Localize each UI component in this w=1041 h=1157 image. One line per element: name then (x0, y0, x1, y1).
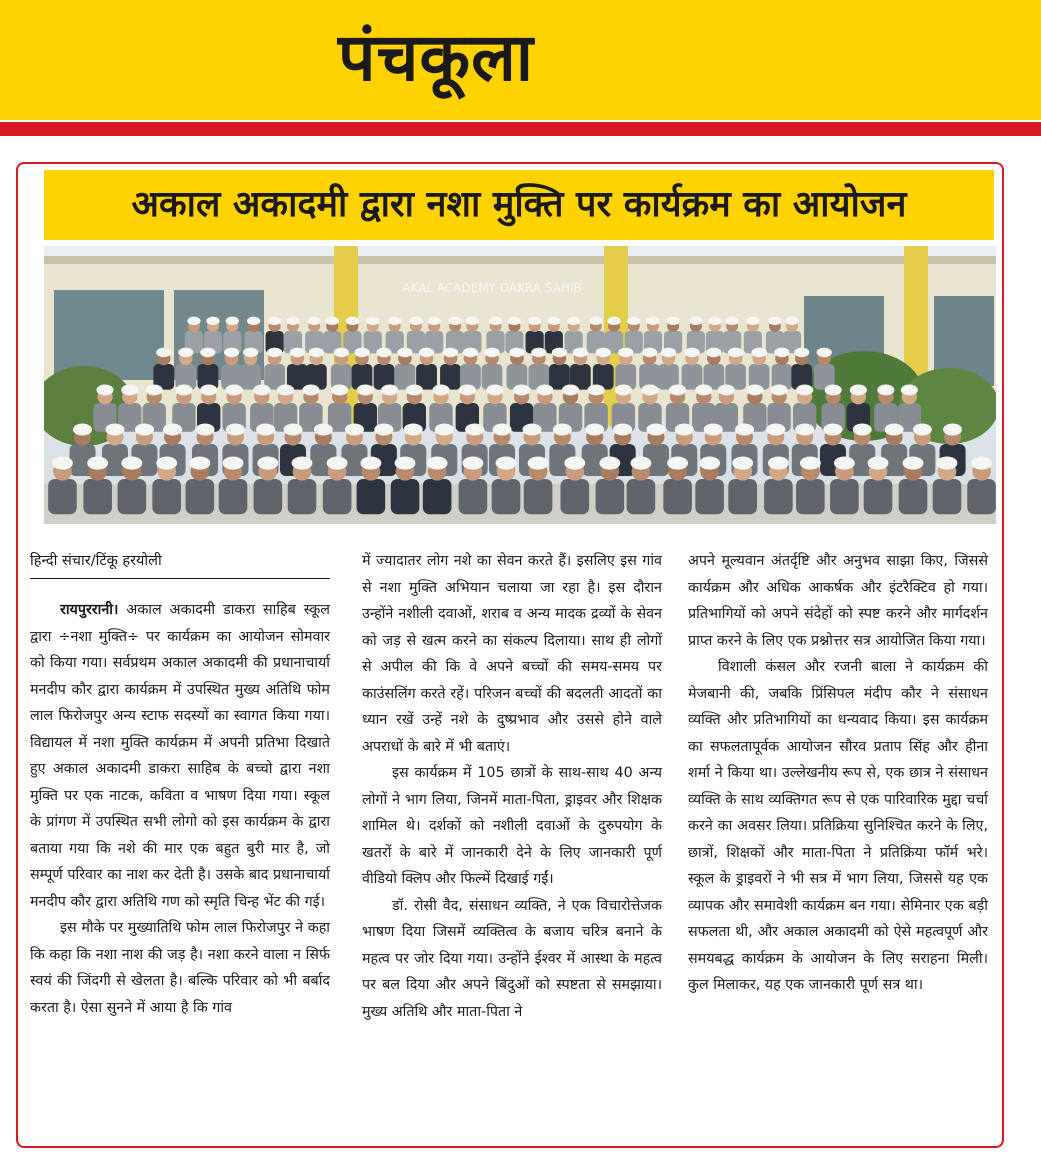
crowd-person-turban (346, 317, 359, 325)
crowd-person-body (899, 479, 928, 514)
crowd-person-turban (553, 424, 572, 436)
crowd-person-turban (937, 456, 958, 469)
paragraph-6: अपने मूल्यवान अंतर्दृष्टि और अनुभव साझा किए, जिससे कार्यक्रम और अधिक आकर्षक और इंटरैक्टिव हो गया। प्रतिभागियों को अपने संदेहों को स्पष्ट करने और मार्गदर्शन प्राप्त करने के लिए एक प्रश्नोत्तर सत्र आयोजित किया गया। (688, 553, 988, 649)
crowd-person-turban (562, 385, 579, 396)
crowd-person-turban (283, 424, 302, 436)
masthead-rule (0, 122, 1041, 136)
crowd-person-turban (357, 385, 374, 396)
article-headline: अकाल अकादमी द्वारा नशा मुक्ति पर कार्यक्रम का आयोजन (131, 184, 907, 225)
crowd-person-turban (641, 385, 658, 396)
paragraph-1-text: अकाल अकादमी डाकरा साहिब स्कूल द्वारा ÷नशा मुक्ति÷ पर कार्यक्रम का आयोजन सोमवार को किया गया। सर्वप्रथम अकाल अकादमी की प्रधानाचार्या मनदीप कौर द्वारा कार्यक्रम में उपस्थित मुख्य अतिथि फोम लाल फिरोजपुर अन्य स्टाफ सदस्यों का स्वागत किया गया। विद्यायल में नशा मुक्ति कार्यक्रम में अपनी प्रतिभा दिखाते हुए अकाल अकादमी डाकरा साहिब के बच्चो द्वारा नशा मुक्ति पर एक नाटक, कविता व भाषण दिया गया। स्कूल के प्रांगण में उपस्थित सभी लोगो को इस कार्यक्रम के द्वारा बताया गया कि नशे की मार एक बहुत बुरी मार है, जो सम्पूर्ण परिवार का नाश कर देती है। उसके बाद प्रधानाचार्या मनदीप कौर द्वारा अतिथि गण को स्मृति चिन्ह भेंट की गई। (30, 602, 330, 910)
crowd-person-turban (360, 456, 381, 469)
crowd-person-turban (224, 348, 239, 358)
crowd-person-turban (746, 385, 763, 396)
crowd-person-body (459, 479, 488, 514)
crowd-person-turban (334, 348, 349, 358)
crowd-person-body (423, 479, 452, 514)
crowd-person-turban (768, 317, 781, 325)
crowd-person-turban (397, 348, 412, 358)
crowd-person-turban (253, 385, 270, 396)
crowd-person-turban (277, 385, 294, 396)
crowd-person-turban (489, 317, 502, 325)
paragraph-7: विशाली कंसल और रजनी बाला ने कार्यक्रम की मेजबानी की, जबकि प्रिंसिपल मंदीप कौर ने संसाधन व्यक्ति और प्रतिभागियों का धन्यवाद किया। इस कार्यक्रम का सफलतापूर्वक आयोजन सौरव प्रताप सिंह और हीना शर्मा ने किया था। उल्लेखनीय रूप से, एक छात्र ने संसाधन व्यक्ति के साथ व्यक्तिगत रूप से एक पारिवारिक मुद्दा चर्चा करने का अवसर लिया। प्रतिक्रिया सुनिश्चित करने के लिए, छात्रों, शिक्षकों और माता-पिता ने प्रतिक्रिया फॉर्म भरे। स्कूल के ड्राइवरों ने भी सत्र में भाग लिया, जिससे यह एक व्यापक और समावेशी कार्यक्रम बन गया। सेमिनार एक बड़ी सफलता थी, और अकाल अकादमी को ऐसे महत्वपूर्ण और समयबद्ध कार्यक्रम के आयोजन के लिए सराहना मिली। कुल मिलाकर, यह एक जानकारी पूर्ण सत्र था। (688, 659, 988, 993)
crowd-person-turban (752, 348, 767, 358)
photo-banner-text: AKAL ACADEMY DAKRA SAHIB (402, 281, 582, 295)
crowd-person-turban (630, 456, 651, 469)
dateline: रायपुररानी। (60, 602, 119, 618)
crowd-person-body (288, 479, 317, 514)
crowd-person-body (118, 479, 147, 514)
crowd-person-turban (196, 424, 215, 436)
crowd-person-turban (448, 317, 461, 325)
crowd-person-turban (825, 385, 842, 396)
crowd-person-turban (331, 385, 348, 396)
crowd-person-turban (247, 317, 260, 325)
crowd-person-turban (708, 317, 721, 325)
crowd-person-turban (428, 317, 441, 325)
crowd-person-turban (785, 317, 798, 325)
crowd-person-turban (607, 317, 620, 325)
crowd-person-turban (105, 424, 124, 436)
article-column-3 (688, 548, 988, 999)
crowd-person-turban (646, 424, 665, 436)
crowd-person-turban (226, 385, 243, 396)
crowd-person-turban (404, 424, 423, 436)
crowd-person-turban (388, 317, 401, 325)
crowd-person-turban (493, 424, 512, 436)
crowd-person-turban (642, 348, 657, 358)
crowd-person-turban (121, 385, 138, 396)
crowd-person-turban (73, 424, 92, 436)
crowd-person-turban (901, 385, 918, 396)
crowd-person-turban (877, 385, 894, 396)
crowd-person-turban (178, 348, 193, 358)
crowd-person-turban (528, 456, 549, 469)
crowd-person-turban (200, 385, 217, 396)
crowd-person-turban (823, 424, 842, 436)
crowd-person-turban (913, 424, 932, 436)
crowd-person-body (663, 479, 692, 514)
crowd-person-turban (443, 348, 458, 358)
crowd-person-turban (484, 348, 499, 358)
paragraph-4: इस कार्यक्रम में 105 छात्रों के साथ-साथ 40 अन्य लोगों ने भाग लिया, जिनमें माता-पिता, ड्राइवर और शिक्षक शामिल थे। दर्शकों को नशीली दवाओं के दुरुपयोग के खतरों के बारे में जानकारी देने के लिए जानकारी पूर्ण वीडियो क्लिप और फिल्में दिखाई गईं। (362, 765, 662, 887)
crowd-person-turban (381, 385, 398, 396)
crowd-person-turban (547, 317, 560, 325)
crowd-person-turban (419, 348, 434, 358)
crowd-person-turban (156, 456, 177, 469)
crowd-person-body (933, 479, 962, 514)
crowd-person-turban (567, 317, 580, 325)
crowd-person-turban (523, 424, 542, 436)
crowd-person-body (357, 479, 386, 514)
crowd-person-turban (432, 385, 449, 396)
crowd-person-turban (564, 456, 585, 469)
crowd-person-turban (206, 317, 219, 325)
crowd-person-turban (646, 317, 659, 325)
crowd-person-turban (800, 456, 821, 469)
crowd-person-turban (466, 317, 479, 325)
crowd-person-turban (573, 348, 588, 358)
crowd-person-body (186, 479, 215, 514)
crowd-person-body (695, 479, 724, 514)
crowd-person-turban (536, 385, 553, 396)
crowd-person-turban (704, 424, 723, 436)
crowd-person-turban (943, 424, 962, 436)
crowd-person-turban (684, 348, 699, 358)
crowd-person-body (728, 479, 757, 514)
crowd-person-turban (853, 424, 872, 436)
crowd-person-body (492, 479, 521, 514)
crowd-person-turban (718, 385, 735, 396)
crowd-person-turban (689, 317, 702, 325)
crowd-person-turban (746, 317, 759, 325)
crowd-person-turban (666, 317, 679, 325)
crowd-person-turban (834, 456, 855, 469)
crowd-person-turban (309, 348, 324, 358)
crowd-person-turban (463, 348, 478, 358)
crowd-person-turban (257, 456, 278, 469)
crowd-person-turban (327, 456, 348, 469)
crowd-person-turban (868, 456, 889, 469)
crowd-person-turban (406, 385, 423, 396)
crowd-person-turban (268, 317, 281, 325)
crowd-person-turban (302, 385, 319, 396)
crowd-person-body (48, 479, 77, 514)
crowd-person-turban (121, 456, 142, 469)
crowd-person-turban (496, 456, 517, 469)
crowd-person-turban (267, 348, 282, 358)
crowd-person-body (83, 479, 112, 514)
crowd-person-turban (774, 348, 789, 358)
crowd-person-turban (243, 348, 258, 358)
crowd-person-turban (589, 317, 602, 325)
crowd-person-turban (175, 385, 192, 396)
crowd-person-turban (187, 317, 200, 325)
crowd-person-turban (585, 424, 604, 436)
crowd-person-turban (395, 456, 416, 469)
crowd-person-turban (226, 424, 245, 436)
article-column-2 (362, 548, 662, 1025)
crowd-person-turban (699, 456, 720, 469)
crowd-person-turban (766, 424, 785, 436)
crowd-person-turban (596, 348, 611, 358)
crowd-person-turban (314, 424, 333, 436)
crowd-person-turban (706, 348, 721, 358)
crowd-person-turban (695, 385, 712, 396)
crowd-person-turban (732, 456, 753, 469)
crowd-person-turban (462, 456, 483, 469)
crowd-person-turban (513, 385, 530, 396)
article-column-1 (30, 548, 330, 1021)
crowd-person-turban (627, 317, 640, 325)
crowd-person-turban (850, 385, 867, 396)
crowd-person-turban (366, 317, 379, 325)
crowd-person-turban (226, 317, 239, 325)
crowd-person-turban (903, 456, 924, 469)
crowd-person-turban (552, 348, 567, 358)
crowd-person-turban (354, 348, 369, 358)
crowd-person-turban (669, 385, 686, 396)
paragraph-5: डॉ. रोसी वैद, संसाधन व्यक्ति, ने एक विचारोत्तेजक भाषण दिया जिसमें व्यक्तित्व के बजाय चरित्र बनाने के महत्व पर जोर दिया गया। उन्होंने ईश्वर में आस्था के महत्व पर बल दिया और अपने बिंदुओं को स्पष्टता से समझाया। मुख्य अतिथि और माता-पिता ने (362, 897, 662, 1020)
crowd-person-turban (613, 424, 632, 436)
crowd-person-turban (374, 424, 393, 436)
group-photo (44, 246, 996, 524)
crowd-person-turban (286, 317, 299, 325)
crowd-person-body (219, 479, 248, 514)
crowd-person-turban (661, 348, 676, 358)
crowd-person-turban (52, 456, 73, 469)
crowd-person-body (830, 479, 859, 514)
crowd-person-turban (200, 348, 215, 358)
crowd-person-turban (531, 348, 546, 358)
crowd-person-turban (163, 424, 182, 436)
crowd-person-turban (795, 424, 814, 436)
crowd-person-turban (189, 456, 210, 469)
masthead (0, 0, 1041, 120)
crowd-person-turban (615, 385, 632, 396)
crowd-person-turban (465, 424, 484, 436)
crowd-person-turban (326, 317, 339, 325)
crowd-person-turban (667, 456, 688, 469)
crowd-person-turban (508, 317, 521, 325)
crowd-person-turban (435, 424, 454, 436)
crowd-person-turban (509, 348, 524, 358)
crowd-person-body (864, 479, 893, 514)
crowd-person-turban (486, 385, 503, 396)
crowd-person-turban (728, 348, 743, 358)
paragraph-1 (30, 597, 330, 915)
crowd-person-turban (256, 424, 275, 436)
crowd-person-turban (771, 385, 788, 396)
section-title: पंचकूला (338, 19, 534, 96)
crowd-person-body (152, 479, 181, 514)
crowd-person-turban (135, 424, 154, 436)
crowd-person-body (391, 479, 420, 514)
crowd-person-turban (146, 385, 163, 396)
crowd-person-turban (427, 456, 448, 469)
crowd-person-turban (308, 317, 321, 325)
crowd-person-turban (599, 456, 620, 469)
crowd-person-body (764, 479, 793, 514)
crowd-person-turban (675, 424, 694, 436)
crowd-person-body (323, 479, 352, 514)
crowd-person-turban (796, 385, 813, 396)
crowd-person-turban (459, 385, 476, 396)
crowd-person-body (524, 479, 553, 514)
crowd-person-turban (292, 456, 313, 469)
crowd-person-body (561, 479, 590, 514)
crowd-person-turban (588, 385, 605, 396)
crowd-person-body (254, 479, 283, 514)
crowd-person-body (796, 479, 825, 514)
crowd-person-turban (885, 424, 904, 436)
crowd-person-turban (96, 385, 113, 396)
crowd-person-turban (409, 317, 422, 325)
crowd-person-body (596, 479, 625, 514)
crowd-person-turban (735, 424, 754, 436)
crowd-person-turban (345, 424, 364, 436)
crowd-person-turban (376, 348, 391, 358)
crowd-person-turban (768, 456, 789, 469)
crowd-person-turban (87, 456, 108, 469)
crowd-person-body (627, 479, 656, 514)
crowd-person-turban (156, 348, 171, 358)
crowd-person-turban (223, 456, 244, 469)
crowd-person-turban (618, 348, 633, 358)
paragraph-3: में ज्यादातर लोग नशे का सेवन करते हैं। इसलिए इस गांव से नशा मुक्ति अभियान चलाया जा रहा है। इस दौरान उन्होंने नशीली दवाओं, शराब व अन्य मादक द्रव्यों के सेवन को जड़ से खत्म करने का संकल्प दिलाया। साथ ही लोगों से अपील की कि वे अपने बच्चों की समय-समय पर काउंसलिंग करते रहें। परिजन बच्चों की बदलती आदतों का ध्यान रखें उन्हें नशे के दुष्प्रभाव और उससे होने वाले अपराधों के बारे में भी बताएं। (362, 553, 662, 755)
crowd-person-turban (794, 348, 809, 358)
byline: हिन्दी संचार/टिंकू हरयोली (30, 548, 330, 579)
crowd-person-turban (725, 317, 738, 325)
crowd-person-turban (817, 348, 832, 358)
crowd-person-turban (971, 456, 992, 469)
crowd-person-body (967, 479, 996, 514)
crowd-person-turban (528, 317, 541, 325)
crowd-person-turban (290, 348, 305, 358)
paragraph-2: इस मौके पर मुख्यातिथि फोम लाल फिरोजपुर ने कहा कि कहा कि नशा नाश की जड़ है। नशा करने वाला न सिर्फ स्वयं की जिंदगी से खेलता है। बल्कि परिवार को भी बर्बाद करता है। ऐसा सुनने में आया है कि गांव (30, 920, 330, 1016)
